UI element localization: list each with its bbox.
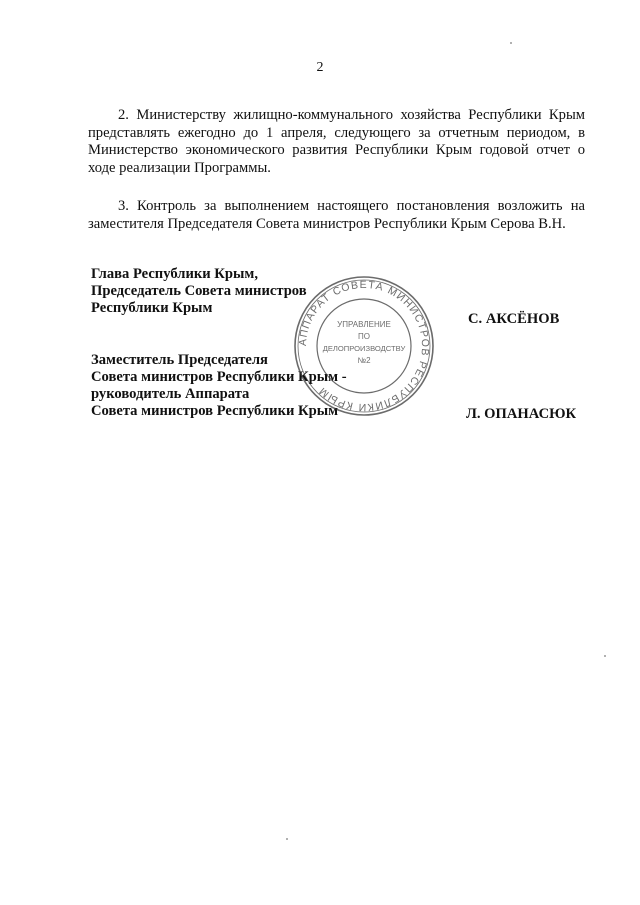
position-line: Заместитель Председателя xyxy=(91,352,268,368)
position-line: Глава Республики Крым, xyxy=(91,266,258,282)
seal-center-line: №2 xyxy=(357,356,371,365)
signatory-name-1: С. АКСЁНОВ xyxy=(468,311,560,327)
paragraph-2 xyxy=(88,107,585,177)
scan-speck xyxy=(604,655,606,657)
paragraph-3 xyxy=(88,198,585,233)
seal-center-line: ДЕЛОПРОИЗВОДСТВУ xyxy=(322,344,406,353)
position-line: Совета министров Республики Крым xyxy=(91,403,339,419)
position-line: Председатель Совета министров xyxy=(91,283,307,299)
seal-center-line: УПРАВЛЕНИЕ xyxy=(337,320,391,329)
scan-speck xyxy=(510,42,512,44)
scan-speck xyxy=(286,838,288,840)
seal-ring-textpath: АППАРАТ СОВЕТА МИНИСТРОВ РЕСПУБЛИКИ КРЫМ xyxy=(296,278,432,414)
signatory-name-2: Л. ОПАНАСЮК xyxy=(466,406,577,422)
official-seal xyxy=(293,275,435,417)
paragraph-2-text: 2. Министерству жилищно-коммунального хозяйства Республики Крым представлять ежегодно до 1 апреля, следующего за отчетным периодом, в Министерство экономического развития Республики Крым годовой отчет о ходе реализации Программы. xyxy=(88,107,585,176)
position-line: Республики Крым xyxy=(91,300,213,316)
position-line: руководитель Аппарата xyxy=(91,386,250,402)
page-number: 2 xyxy=(316,60,324,75)
paragraph-3-text: 3. Контроль за выполнением настоящего постановления возложить на заместителя Председателя Совета министров Республики Крым Серова В.Н. xyxy=(88,198,585,232)
seal-center-line: ПО xyxy=(358,332,370,341)
position-line: Совета министров Республики Крым - xyxy=(91,369,347,385)
signature-block-1-position xyxy=(91,266,307,317)
